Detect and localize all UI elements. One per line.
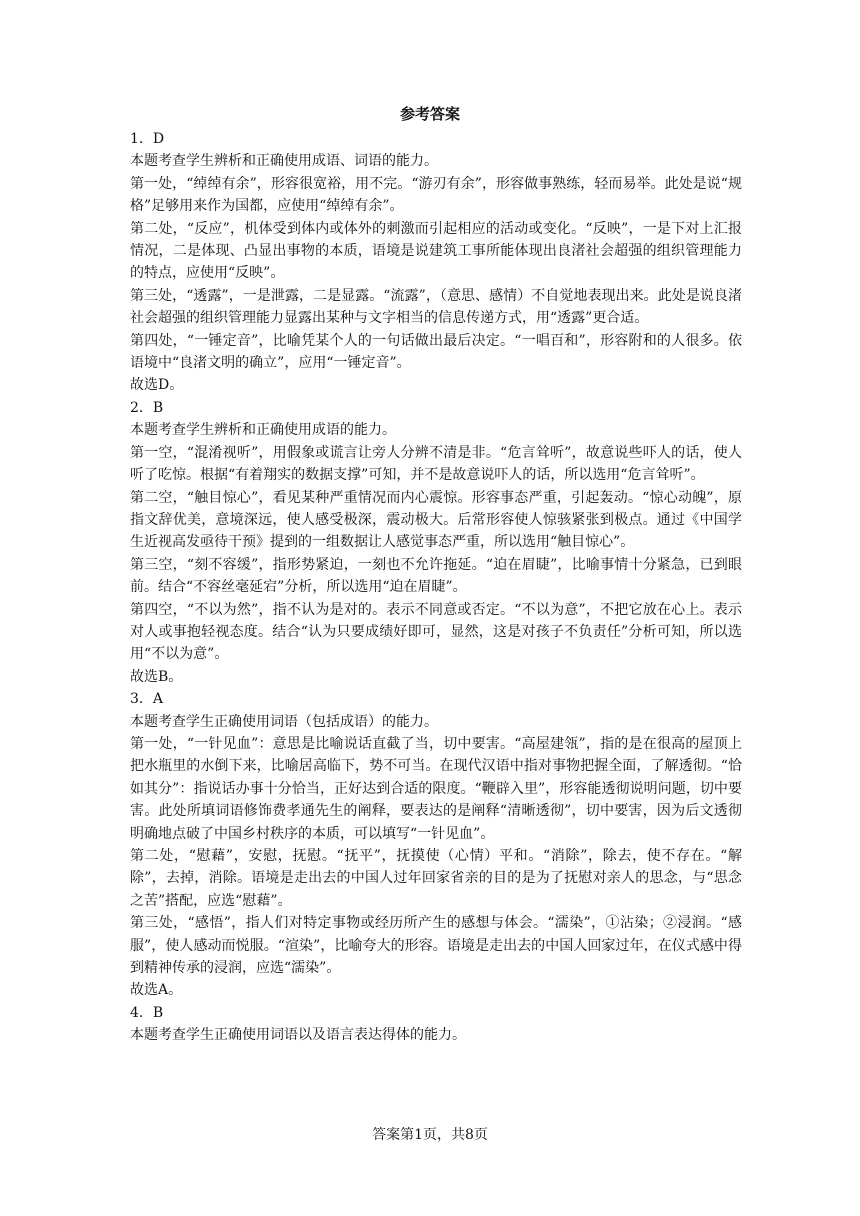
paragraph: 4．B xyxy=(130,1004,164,1021)
paragraph: 第三空，“刻不容缓”，指形势紧迫，一刻也不允许拖延。“迫在眉睫”，比喻事情十分紧急，已到眼前。结合“不容丝毫延宕”分析，所以选用“迫在眉睫”。 xyxy=(130,556,742,596)
paragraph: 2．B xyxy=(130,399,164,416)
paragraph: 1．D xyxy=(130,131,165,147)
paragraph: 第一空，“混淆视听”，用假象或谎言让旁人分辨不清是非。“危言耸听”，故意说些吓人的话，使人听了吃惊。根据“有着翔实的数据支撑”可知，并不是故意说吓人的话，所以选用“危言耸听”。 xyxy=(130,444,742,484)
paragraph: 第二处，“反应”，机体受到体内或体外的刺激而引起相应的活动或变化。“反映”，一是下对上汇报情况，二是体现、凸显出事物的本质，语境是说建筑工事所能体现出良渚社会超强的组织管理能力的特点，应使用“反映”。 xyxy=(130,220,742,282)
paragraph: 本题考查学生辨析和正确使用成语的能力。 xyxy=(130,422,396,439)
paragraph: 3．A xyxy=(130,691,164,708)
paragraph: 第四处，“一锤定音”，比喻凭某个人的一句话做出最后决定。“一唱百和”，形容附和的人很多。依语境中“良渚文明的确立”，应用“一锤定音”。 xyxy=(130,332,742,372)
answer-content xyxy=(130,128,742,1047)
page-footer: 答案第1页，共8页 xyxy=(372,1127,488,1143)
paragraph: 第四空，“不以为然”，指不认为是对的。表示不同意或否定。“不以为意”，不把它放在心上。表示对人或事抱轻视态度。结合“认为只要成绩好即可，显然，这是对孩子不负责任”分析可知，所以选用“不以为意”。 xyxy=(130,601,742,663)
paragraph: 第二空，“触目惊心”，看见某种严重情况而内心震惊。形容事态严重，引起轰动。“惊心动魄”，原指文辞优美，意境深远，使人感受极深，震动极大。后常形容使人惊骇紧张到极点。通过《中国学生近视高发亟待干预》提到的一组数据让人感觉事态严重，所以选用“触目惊心”。 xyxy=(130,489,742,551)
paragraph: 故选A。 xyxy=(130,982,183,999)
paragraph: 故选D。 xyxy=(130,377,184,394)
paragraph: 本题考查学生正确使用词语（包括成语）的能力。 xyxy=(130,713,438,730)
paragraph: 第一处，“绰绰有余”，形容很宽裕，用不完。“游刃有余”，形容做事熟练，轻而易举。此处是说“规格”足够用来作为国都，应使用“绰绰有余”。 xyxy=(130,175,742,215)
paragraph: 本题考查学生正确使用词语以及语言表达得体的能力。 xyxy=(130,1027,466,1044)
paragraph: 第二处，“慰藉”，安慰，抚慰。“抚平”，抚摸使（心情）平和。“消除”，除去，使不存在。“解除”，去掉，消除。语境是走出去的中国人过年回家省亲的目的是为了抚慰对亲人的思念，与“思念之苦”搭配，应选“慰藉”。 xyxy=(130,848,742,909)
paragraph: 第一处，“一针见血”：意思是比喻说话直截了当，切中要害。“高屋建瓴”，指的是在很高的屋顶上把水瓶里的水倒下来，比喻居高临下，势不可当。在现代汉语中指对事物把握全面，了解透彻。“恰如其分”：指说话办事十分恰当，正好达到合适的限度。“鞭辟入里”，形容能透彻说明问题，切中要害。此处所填词语修饰费孝通先生的阐释，要表达的是阐释“清晰透彻”，切中要害，因为后文透彻明确地点破了中国乡村秩序的本质，可以填写“一针见血”。 xyxy=(130,735,742,842)
paragraph: 本题考查学生辨析和正确使用成语、词语的能力。 xyxy=(130,153,438,170)
paragraph: 第三处，“感悟”，指人们对特定事物或经历所产生的感想与体会。“濡染”，①沾染；②浸润。“感服”，使人感动而悦服。“渲染”，比喻夸大的形容。语境是走出去的中国人回家过年，在仪式感中得到精神传承的浸润，应选“濡染”。 xyxy=(130,915,742,977)
page-title: 参考答案 xyxy=(399,105,460,123)
paragraph: 故选B。 xyxy=(130,668,183,685)
paragraph: 第三处，“透露”，一是泄露，二是显露。“流露”，（意思、感情）不自觉地表现出来。此处是说良渚社会超强的组织管理能力显露出某种与文字相当的信息传递方式，用“透露”更合适。 xyxy=(130,287,742,327)
